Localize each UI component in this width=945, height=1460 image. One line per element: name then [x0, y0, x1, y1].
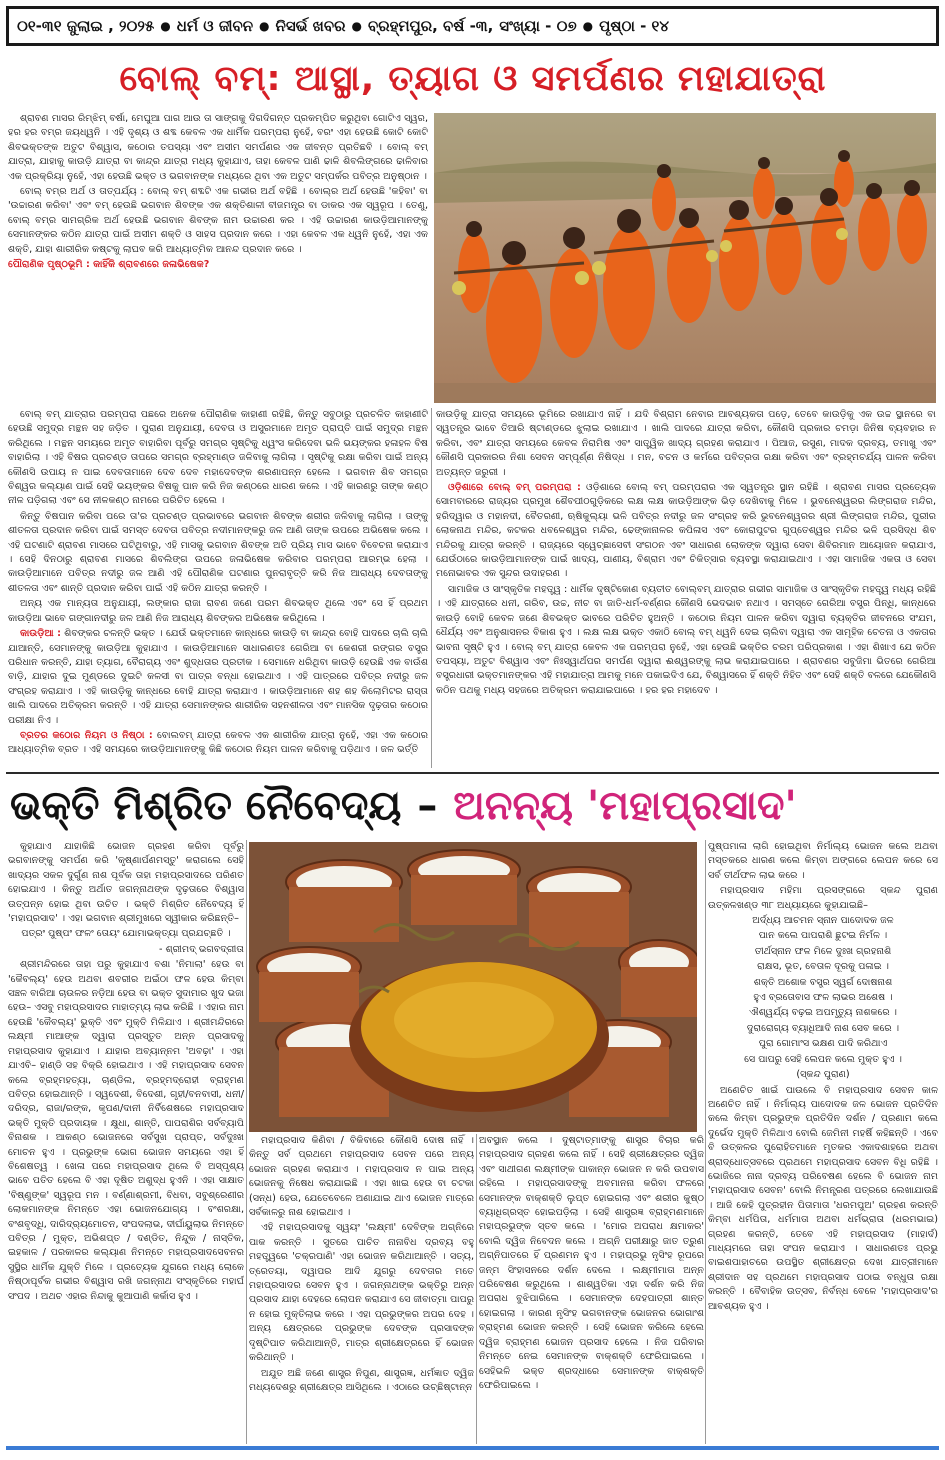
purana-verse-line: ପାନ କଲେ ପାପରାଶି ଛୁଟଇ ନିର୍ମଳ । — [758, 930, 888, 942]
bullet-icon: ● — [259, 19, 270, 33]
bullet-icon: ● — [160, 19, 171, 33]
gita-verse: ପତ୍ରଂ ପୁଷ୍ପଂ ଫଳଂ ତୋୟଂ ଯୋମାଭକ୍ତ୍ୟା ପ୍ରଯଚ୍ଛତି । — [21, 928, 231, 940]
article2-paragraph: ଶ୍ରୀମନ୍ଦିରରେ ତାହା ପରୁ କୁହାଯାଏ ବଶା 'ନିମାଲା' ହେଉ ବା 'କୈବଲ୍ୟ' ହେଉ ଅଥବା ଶବରୀର ଅଇଁଠା ଫଳ ହେଉ କିମ୍ବା ସଞ୍ଚଳ ବାରିଆ ଚାଉଳର ନଡ଼ିଆ ହେଉ ବା ଭକ୍ତ ସୁଦାମାର ଖୁଦ ଭଜା ହେଉ– ଏସବୁ ମହାପ୍ରସାଦର ମାହାତ୍ମ୍ୟ ଲାଭ କରିଛି । ଏହାର ନାମ ହେଉଛି 'କୈବଲ୍ୟ' ଭୁକ୍ତି ଏବଂ ମୁକ୍ତି ମିଳିଯାଏ । ଶ୍ରୀମନ୍ଦିରରେ ଲକ୍ଷ୍ମୀ ମାଆଙ୍କ ଦ୍ୱାରା ପ୍ରସ୍ତୁତ ଅନ୍ନ ପ୍ରସାଦକୁ ମହାପ୍ରସାଦ କୁହାଯାଏ । ଯାହାର ଅବ୍ୟାନ୍ନମ 'ଅବଢ଼ା' । ଏହା ଯାଏବି– ହାଣ୍ଡି ସହ ବିକ୍ରି ହୋଇଥାଏ । ଏହି ମହାପ୍ରସାଦ ସେବନ କଲେ ବ୍ରହ୍ମହତ୍ୟା, ଚାଣ୍ଡିଲ, ବ୍ରହ୍ମଦ୍ରୋହୀ ବ୍ରାହ୍ମଣ ପବିତ୍ର ହୋଇଥାନ୍ତି । ସ୍ୱଦେଶୀ, ବିଦେଶୀ, ଗୃହୀ/ବନବାସୀ, ଧନୀ/ଦରିଦ୍ର, ରାଜା/ରଙ୍କ, କୃପଣ/ଦାନୀ ନିର୍ବିଶେଷରେ ମହାପ୍ରସାଦ ଭକ୍ତି ମୁକ୍ତି ପ୍ରଦାୟକ । କ୍ଷୁଧା, ଶାନ୍ତି, ପାପରାଶିର ସର୍ବବ୍ୟାପି ବିନାଶକ । ଆକଣ୍ଠ ଭୋଜନରେ ସର୍ବସୁଖ ପ୍ରାପ୍ତ, ସର୍ବଦୁଃଖ ମୋଚନ ହୁଏ । ପ୍ରଭୁଙ୍କ ଭୋଗ ଭୋଜନ ସମୟରେ ଏହା ହିଁ ବିଶେଷତ୍ୱ । ଖେଳା ପରେ ମହାପ୍ରସାଦ ଥିଲେ ବି ଅସ୍ପୃଶ୍ୟ ଭାବେ ପତିତ ହେଲେ ବି ଏହା ଦୂଷିତ ଅଶୁଦ୍ଧ ହୁଏନି । ଏହା ସାକ୍ଷାତ 'ବିଷ୍ଣୁଙ୍କ' ସ୍ୱରୂପ ମନ । ବର୍ଣ୍ଣାଶ୍ରମୀ, ବିଧବା, ସବୁଶ୍ରେଣୀର ଲୋକମାନଙ୍କ ନିମନ୍ତେ ଏହା ଭୋଜନଯୋଗ୍ୟ । ବଂଶରକ୍ଷା, ବଂଶବୃଦ୍ଧି, ଦାରିଦ୍ର୍ୟମୋଚନ, ସଂପଦଲାଭ, ଦୀର୍ଘାୟୁଲାଭ ନିମନ୍ତେ ପବିତ୍ର / ମୁକ୍ତ, ଅଭିଶପ୍ତ / ଦଣ୍ଡିତ, ନିନ୍ଦୁକ / ନାସ୍ତିକ, ଇହକାଳ / ପରକାଳର କଲ୍ୟାଣ ନିମନ୍ତେ ମହାପ୍ରସାଦସେବନର ସୁସ୍ଥିର ଧାର୍ମିକ ଯୁକ୍ତି ମିଳେ । ପ୍ରତ୍ୟେକ ଯୁଗରେ ମଧ୍ୟ ଲୋକେ ନିଷ୍ଠାପୂର୍ବକ ଗଭୀର ବିଶ୍ୱାସ ରଖି ଜଗନ୍ନାଥ ସଂସ୍କୃତିରେ ମହାର୍ଘ ସଂପଦ । ଅଥଚ ଏହାର ନିନ୍ଦାକୁ କୁଆପାଣି କର୍କାସ ହୁଏ । — [8, 959, 244, 1302]
article2-paragraph: ପୁଷ୍ପମାଳା ଲାଗି ହୋଇଥିବା ନିର୍ମାଲ୍ୟ ଭୋଜନ କଲେ ଅଥବା ମସ୍ତକରେ ଧାରଣ କଲେ କିମ୍ବା ଅଙ୍ଗରେ ଲେପନ କରେ ସେ ସର୍ବ ତୀର୍ଥଫଳ ଲାଭ କରେ । — [708, 841, 938, 881]
purana-verse-line: ଶକ୍ତି ଅଶୋକ ବସ୍ତ୍ର ସ୍ୱର୍ଗ ଦୋଷନାଶ — [753, 976, 893, 988]
subheading-kaudia: କାଉଡ଼ିଆ : — [20, 628, 61, 640]
masthead-section: ଧର୍ମ ଓ ଜୀବନ — [176, 17, 254, 35]
article1-paragraph: ସାମାଜିକ ଓ ସାଂସ୍କୃତିକ ମହତ୍ତ୍ୱ : ଧାର୍ମିକ ଦୃଷ୍ଟିକୋଣ ବ୍ୟତୀତ ବୋଲ୍‌ବମ୍ ଯାତ୍ରାର ଗଭୀର ସାମାଜିକ ଓ ସାଂସ୍କୃତିକ ମହତ୍ତ୍ୱ ମଧ୍ୟ ରହିଛି । ଏହି ଯାତ୍ରାରେ ଧନୀ, ଗରିବ, ଉଚ୍ଚ, ନୀଚ ବା ଜାତି-ଧର୍ମ-ବର୍ଣ୍ଣର କୌଣସି ଭେଦଭାବ ନଥାଏ । ସମସ୍ତେ ଗେରିଆ ବସ୍ତ୍ର ପିନ୍ଧି, କାନ୍ଧରେ କାଉଡ଼ି ବୋହି କେବଳ ଜଣେ ଶିବଭକ୍ତ ଭାବରେ ପରିଚିତ ହୁଅନ୍ତି । କଠୋର ନିୟମ ପାଳନ କରିବା ଦ୍ୱାରା ବ୍ୟକ୍ତିର ଜୀବନରେ ସଂଯମ, ଧୈର୍ଯ୍ୟ ଏବଂ ଅନୁଶାସନର ବିକାଶ ହୁଏ । ଲକ୍ଷ ଲକ୍ଷ ଭକ୍ତ ଏକାଠି ବୋଲ୍ ବମ୍ ଧ୍ୱନି ଦେଇ ଚାଲିବା ଦ୍ୱାରା ଏକ ସାମୂହିକ ଚେତନା ଓ ଏକତାର ଭାବନା ସୃଷ୍ଟି ହୁଏ । ବୋଲ୍ ବମ୍ ଯାତ୍ରା କେବଳ ଏକ ପରମ୍ପରା ନୁହେଁ, ଏହା ହେଉଛି ଭକ୍ତିର ଚରମ ପରିପ୍ରକାଶ । ଏହା ଶିଖାଏ ଯେ କଠିନ ତପସ୍ୟା, ଅତୁଟ ବିଶ୍ୱାସ ଏବଂ ନିଃସ୍ୱାର୍ଥପର ସମର୍ପଣ ଦ୍ୱାରା ଈଶ୍ୱରଙ୍କୁ ଲାଭ କରାଯାଇପାରେ । ଶ୍ରାବଣର ସବୁଜିମା ଭିତରେ ଗେରିଆ ବସ୍ତ୍ରଧାରୀ ଭକ୍ତମାନଙ୍କର ଏହି ମହାଯାତ୍ରା ଆମକୁ ମନେ ପକାଇଦିଏ ଯେ, ବିଶ୍ୱାସରେ ହିଁ ଶକ୍ତି ନିହିତ ଏବଂ ସେହି ଶକ୍ତି ବଳରେ ଯେକୌଣସି କଠିନ ପଥକୁ ମଧ୍ୟ ସହଜରେ ଅତିକ୍ରମ କରାଯାଇପାରେ । ହର ହର ମହାଦେବ । — [436, 583, 936, 696]
article1-column-right — [436, 408, 936, 768]
masthead — [6, 6, 939, 46]
purana-verse-line: ଐଶ୍ୱର୍ଯ୍ୟ ବଢ଼ଇ ଅପମୃତ୍ୟୁ ନାଶକରେ । — [748, 1007, 898, 1019]
purana-verse-line: ଅର୍ଦ୍ଧ୍ୟ ଆଚମନ ସ୍ନାନ ପାଦୋଦକ ଜଳ — [752, 915, 894, 927]
article2-paragraph: ଅବସ୍ଥାନ କଲେ । ଦୁଷ୍ଟାତ୍ମାଙ୍କୁ ଶାସ୍ତ୍ର ବିଚାର କରି ମହାପ୍ରସାଦ ଗ୍ରହଣ କଲେ ନାହିଁ । ସେହି ଶ୍ରୀକ୍ଷେତ୍ରର ଦ୍ୱିଜ ଏବଂ ସାଥୀଗଣ ଲକ୍ଷ୍ମୀଙ୍କ ପାକାନ୍ନ ଭୋଜନ ନ କରି ଉପବାସ ରହିଲେ । ମହାପ୍ରସାଦଙ୍କୁ ଅବମାନନା କରିବା ଫଳରେ ସେମାନଙ୍କ ବାକ୍‌ଶକ୍ତି ଲୁପ୍ତ ହୋଇଗଲା ଏବଂ ଶରୀର କୁଷ୍ଠ ବ୍ୟାଧିଗ୍ରସ୍ତ ହୋଇପଡ଼ିଲା । ସେହି ଶାସ୍ତ୍ରଜ୍ଞ ବ୍ରାହ୍ମଣମାନେ ମହାପ୍ରଭୁଙ୍କ ସ୍ତବ କଲେ । 'ମୋର ଅପରାଧ କ୍ଷମାକର' ବୋଲି ଦ୍ୱିଜ ନିବେଦନ କଲେ । ଅଗ୍ନି ପରୀକ୍ଷାରୁ ଜାତ ତ୍ରୁଣ ଅଗ୍ନିପାତରେ ହିଁ ପ୍ରଣମନ ହୁଏ । ମହାପ୍ରଭୁ ନୃସିଂହ ରୂପରେ ଜନ୍ମ ସିଂହାସନରେ ଦର୍ଶନ ଦେଲେ । ଲକ୍ଷ୍ମୀମାତା ଅନ୍ନ ପରିବେଷଣ କରୁଥିଲେ । ଶାଶ୍ୱତିକା ଏହା ଦର୍ଶନ କରି ନିଜ ଅପରାଧ ବୁଝିପାରିଲେ । ସେମାନଙ୍କ ଦେହପାତ୍ରୀ ଶାନ୍ତ ହୋଇଗଲା । କାରଣ ନୃସିଂହ ଭଗବାନଙ୍କ ଭୋଜନର ଭୋଗାଂଶ ବ୍ରାହ୍ମଣ ଭୋଜନ କରନ୍ତି । ସେହି ଭୋଜନ କରିଲେ ହେଲେ ଦ୍ୱିଜ ବ୍ରାହ୍ମଣ ଭୋଜନ ପ୍ରସାଦ ହେଲେ । ନିଜ ପରିବାର ନିମନ୍ତେ ନେଇ ସେମାନଙ୍କ ବାକ୍‌ଶକ୍ତି ଫେରିପାଇଲେ । ସେହିଭଳି ଭକ୍ତ ଶ୍ରଦ୍ଧାରେ ସେମାନଙ୍କ ବାକ୍‌ଶକ୍ତି ଫେରିପାଇଲେ । — [479, 1135, 704, 1391]
section-divider — [6, 772, 939, 774]
article1-paragraph: କାଉଡ଼ିକୁ ଯାତ୍ରା ସମୟରେ ଭୂମିରେ ରଖାଯାଏ ନାହିଁ । ଯଦି ବିଶ୍ରାମ ନେବାର ଆବଶ୍ୟକତା ପଡ଼େ, ତେବେ କାଉଡ଼ିକୁ ଏକ ଉଚ୍ଚ ସ୍ଥାନରେ ବା ସ୍ୱତନ୍ତ୍ର ଭାବେ ତିଆରି ଷ୍ଟାଣ୍ଡରେ ଝୁଲାଇ ରଖାଯାଏ । ଖାଲି ପାଦରେ ଯାତ୍ରା କରିବା, କୌଣସି ପ୍ରକାର ଚମଡ଼ା ଜିନିଷ ବ୍ୟବହାର ନ କରିବା, ଏବଂ ଯାତ୍ରା ସମୟରେ କେବଳ ନିରାମିଷ ଏବଂ ସାତ୍ତ୍ୱିକ ଖାଦ୍ୟ ଗ୍ରହଣ କରାଯାଏ । ପିଆଜ, ରସୁଣ, ମାଦକ ଦ୍ରବ୍ୟ, ତମାଖୁ ଏବଂ କୌଣସି ପ୍ରକାରର ନିଶା ସେବନ ସମ୍ପୂର୍ଣ୍ଣ ନିଷିଦ୍ଧ । ମନ, ବଚନ ଓ କର୍ମରେ ପବିତ୍ରତା ରକ୍ଷା କରିବା ଏବଂ ବ୍ରହ୍ମଚର୍ଯ୍ୟ ପାଳନ କରିବା ଅତ୍ୟନ୍ତ ଜରୁରୀ । — [436, 409, 936, 478]
column-divider — [476, 1134, 477, 1444]
article2-column-3 — [479, 1134, 704, 1444]
kanwar-pilgrims-photo — [434, 113, 936, 403]
article1-column-left-lower — [8, 408, 428, 768]
column-divider — [246, 840, 247, 1444]
bullet-icon: ● — [582, 19, 594, 33]
article1-paragraph: ବୋଲ୍ ବମ୍‌ର ଅର୍ଥ ଓ ତାତ୍ପର୍ଯ୍ୟ : ବୋଲ୍ ବମ୍ ଶବ୍ଦଟି ଏକ ଗଭୀର ଅର୍ଥ ବହିଛି । ବୋଲ୍‌ର ଅର୍ଥ ହେଉଛି 'କହିବା' ବା 'ଉଚ୍ଚାରଣ କରିବା' ଏବଂ ବମ୍ ହେଉଛି ଭଗବାନ ଶିବଙ୍କ ଏକ ଶକ୍ତିଶାଳୀ ବୀଜମନ୍ତ୍ର ବା ଡାକର ଏକ ସ୍ୱରୂପ । ତେଣୁ, ବୋଲ୍ ବମ୍‌ର ସାମଗ୍ରିକ ଅର୍ଥ ହେଉଛି ଭଗବାନ ଶିବଙ୍କ ନାମ ଉଚ୍ଚାରଣ କର । ଏହି ଉଚ୍ଚାରଣ କାଉଡ଼ିଆମାନଙ୍କୁ ସେମାନଙ୍କର କଠିନ ଯାତ୍ରା ପାଇଁ ଅସୀମ ଶକ୍ତି ଓ ସାହସ ପ୍ରଦାନ କରେ । ଏହା କେବଳ ଏକ ଧ୍ୱନି ନୁହେଁ, ଏହା ଏକ ଶକ୍ତି, ଯାହା ଶାରୀରିକ କଷ୍ଟକୁ ଲାଘବ କରି ଆଧ୍ୟାତ୍ମିକ ଆନନ୍ଦ ପ୍ରଦାନ କରେ । — [8, 186, 428, 255]
article2-column-2 — [249, 1134, 474, 1444]
masthead-place-year: ବ୍ରହ୍ମପୁର, ବର୍ଷ -୩, — [367, 17, 494, 35]
article2-paragraph: ଅଯୁତ ଅଛି ଜଣେ ଶାସ୍ତ୍ର ନିପୁଣ, ଶାସ୍ତ୍ରଜ୍ଞ, ଧର୍ମଜ୍ଞାତ ଦ୍ୱିଜ ମଧ୍ୟଦେଶରୁ ଶ୍ରୀକ୍ଷେତ୍ର ଆସିଥିଲେ । ଏଠାରେ ଉଚ୍ଛିଷ୍ଟାନ୍ନ — [249, 1367, 474, 1393]
bottom-rule — [6, 1446, 939, 1450]
article2-column-4 — [708, 840, 938, 1444]
gita-verse-source: - ଶ୍ରୀମଦ୍ ଭଗବଦ୍‌ଗୀତା — [159, 943, 244, 955]
article2-paragraph: ଏହି ମହାପ୍ରସାଦକୁ ସ୍ୱୟଂ 'ଲକ୍ଷ୍ମୀ' ଦେବିଙ୍କ ଅଗ୍ନିରେ ପାକ କରନ୍ତି । ସୁତରେ ପାଚିତ ନାନାବିଧ ଦ୍ରବ୍ୟ ବହୁ ମହତ୍ତ୍ୱରେ 'ଚକ୍ରପାଣି' ଏହା ଭୋଜନ କରିଥାଆନ୍ତି । ସତ୍ୟ, ତ୍ରେତୟା, ଦ୍ୱାପର ଆଦି ଯୁଗରୁ ଦେବତାର ମତେ ମହାପ୍ରସାଦର ସେବନ ହୁଏ । ଜଗନ୍ନାଥଙ୍କ ଭକ୍ତିରୁ ଅନ୍ନ ପ୍ରସାଦ ଯାହା ଦେହରେ ଲୋପନ କରାଯାଏ ସେ ଜୀବାତ୍ମା ପାପରୁ ନ ହୋଇ ମୁକ୍ତିଲାଭ କରେ । ଏହା ପ୍ରଭୁଙ୍କର ଅପର ଦେହ । ଅନ୍ୟ କ୍ଷେତ୍ରରେ ପ୍ରଭୁଙ୍କ ଦେବଙ୍କ ପ୍ରସାଦଙ୍କ ଦୃଷ୍ଟିପାତ କରିଥାଆନ୍ତି, ମାତ୍ର ଶ୍ରୀକ୍ଷେତ୍ରରେ ହିଁ ଭୋଜନ କରିଥାନ୍ତି । — [249, 1222, 474, 1364]
mahaprasad-pots-photo — [249, 842, 697, 1132]
article1-paragraph: ବୋଲ୍ ବମ୍ ଯାତ୍ରାର ପରମ୍ପରା ପଛରେ ଅନେକ ପୌରାଣିକ କାହାଣୀ ରହିଛି, କିନ୍ତୁ ସବୁଠାରୁ ପ୍ରଚଳିତ କାହାଣୀଟି ହେଉଛି ସମୁଦ୍ର ମନ୍ଥନ ସହ ଜଡ଼ିତ । ପୁରାଣ ଅନୁଯାୟୀ, ଦେବତା ଓ ଅସୁରମାନେ ଅମୃତ ପ୍ରାପ୍ତି ପାଇଁ ସମୁଦ୍ର ମନ୍ଥନ କରିଥିଲେ । ମନ୍ଥନ ସମୟରେ ଅମୃତ ବାହାରିବା ପୂର୍ବରୁ ସମଗ୍ର ସୃଷ୍ଟିକୁ ଧ୍ୱଂସ କରିଦେବା ଭଳି ଭୟଙ୍କର ହଳାହଳ ବିଷ ବାହାରିଲା । ଏହି ବିଷର ପ୍ରଚଣ୍ଡ ତାପରେ ସମଗ୍ର ବ୍ରହ୍ମାଣ୍ଡ ଜଳିବାକୁ ଲାଗିଲା । ସୃଷ୍ଟିକୁ ରକ୍ଷା କରିବା ପାଇଁ ଅନ୍ୟ କୌଣସି ଉପାୟ ନ ପାଇ ଦେବତାମାନେ ଦେବ ଦେବ ମହାଦେବଙ୍କ ଶରଣାପନ୍ନ ହେଲେ । ଭଗବାନ ଶିବ ସମଗ୍ର ବିଶ୍ୱର କଲ୍ୟାଣ ପାଇଁ ସେହି ଭୟଙ୍କର ବିଷକୁ ପାନ କରି ନିଜ କଣ୍ଠରେ ଧାରଣ କଲେ । ଏହି କାରଣରୁ ତାଙ୍କ କଣ୍ଠ ନୀଳ ପଡ଼ିଗଲା ଏବଂ ସେ ନୀଳକଣ୍ଠ ନାମରେ ପରିଚିତ ହେଲେ । — [8, 409, 428, 507]
column-divider — [705, 840, 706, 1444]
article1-paragraph: ଅନ୍ୟ ଏକ ମାନ୍ୟତା ଅନୁଯାୟୀ, ଲଙ୍କାର ରାଜା ରାବଣ ଜଣେ ପରମ ଶିବଭକ୍ତ ଥିଲେ ଏବଂ ସେ ହିଁ ପ୍ରଥମ କାଉଡ଼ିଆ ଭାବେ ଗଙ୍ଗାନଦୀରୁ ଜଳ ଆଣି ନିଜ ଆରାଧ୍ୟ ଶିବଙ୍କର ଅଭିଷେକ କରିଥିଲେ । — [8, 598, 428, 624]
purana-verse-line: ହୁଏ ବ୍ରତୋବାସ ଫଳ ଲାଭର ଅଶେଷ । — [753, 992, 893, 1004]
subheading-odisha: ଓଡ଼ିଶାରେ ବୋଲ୍ ବମ୍ ପରମ୍ପରା : — [448, 482, 581, 494]
masthead-issue: ସଂଖ୍ୟା - ୦୭ — [499, 17, 577, 35]
article2-headline-dash: – — [417, 783, 438, 829]
article2-headline-part1: ଭକ୍ତି ମିଶ୍ରିତ ନୈବେଦ୍ୟ — [10, 783, 402, 829]
purana-verse-line: ଦୁରାରୋଗ୍ୟ ବ୍ୟାଧିଆଦି ନାଶ ସେବ କରେ । — [746, 1022, 900, 1034]
masthead-date: ୦୧-୩୧ ଜୁଲାଇ , ୨୦୨୫ — [17, 17, 155, 35]
article2-headline-part2: ଅନନ୍ୟ 'ମହାପ୍ରସାଦ' — [453, 783, 797, 829]
article2-paragraph: ମହାପ୍ରସାଦ କିଣିବା / ବିକିବାରେ କୌଣସି ଦୋଷ ନାହିଁ । କିନ୍ତୁ ସର୍ବ ପ୍ରଥମେ ମହାପ୍ରସାଦ ସେବନ ପରେ ଅନ୍ୟ ଭୋଜନ ଗ୍ରହଣ କରାଯାଏ । ମହାପ୍ରସାଦ ନ ପାଇ ଅନ୍ୟ ଭୋଜନକୁ ନିଷେଧ କରାଯାଇଛି । ଏହା ଖାଇ ହେଉ ବା ଚଟକା (ସନ୍ଧ) ହେଉ, ଯେତେବେଳେ ଅଣାଯାଇ ଥାଏ ଭୋଜନ ମାତ୍ରେ ସର୍ବକାଳରୁ ନାଶ ହୋଇଥାଏ । — [249, 1135, 474, 1219]
subheading-vrat: ବ୍ରତର କଠୋର ନିୟମ ଓ ନିଷ୍ଠା : — [20, 729, 153, 741]
masthead-paper: ନିସର୍ଭ ଖବର — [275, 17, 346, 35]
article2-paragraph: ଅଣେଚିତ ଖାଇଁ ପାଉଲେ ବି ମହାପ୍ରସାଦ ସେବନ କାଳ ଅଣେଚିତ ନାହିଁ । ନିର୍ମାଲ୍ୟ ପାଦୋଦକ ଜଳ ଭୋଜନ ପ୍ରତିଦିନ କଲେ କିମ୍ବା ପ୍ରଭୁଙ୍କ ପ୍ରତିଦିନ ଦର୍ଶନ / ପ୍ରଣାମ କଲେ ଦୁର୍ଭେଦ ମୁକ୍ତି ମିଳିଥାଏ ବୋଲି ଜେମିନୀ ମହର୍ଷି କହିଛନ୍ତି । ଏବେ ବି ଉତ୍କଳର ପୁରୋହିତମାନେ ମୃତକର ଏକାଦଶାହରେ ଅଥବା ଶ୍ରାଦ୍ଧୋତ୍ସବରେ ପ୍ରଥମେ ମହାପ୍ରସାଦ ସେବନ ବିଧି ରହିଛି । ଭୋଜିରେ ନାନା ଦ୍ରବ୍ୟ ପରିବେଷଣ ହେଲେ ବି ଭୋଜନ ନାମ 'ମହାପ୍ରସାଦ ସେବନ' ବୋଲି ନିମନ୍ତ୍ରଣ ପତ୍ରରେ ଲେଖାଯାଉଛି । ଆଜି କେହି ପୁତ୍ରହୀନ ପିତାମାତା 'ଧରମପୁଅ' ଗ୍ରହଣ କରନ୍ତି କିମ୍ବା ଧର୍ମପିତା, ଧର୍ମମାତା ଅଥବା ଧର୍ମଭ୍ରାତା (ଧରମଭାଇ) ଗ୍ରହଣ କରନ୍ତି, ତେବେ ଏହି ମହାପ୍ରସାଦ (ମାହାର୍ଦ) ମାଧ୍ୟମରେ ତାହା ସଂପନ କରାଯାଏ । ସାଧାରଣତଃ ପ୍ରଭୁ ବାଇଶପାହାଚରେ ଉପସ୍ଥିତ ଶ୍ରୀକ୍ଷେତ୍ର ଦେଖ ଯାତ୍ରୀମାନେ ଶ୍ରୀଦାନ ସହ ପ୍ରଥମେ ମହାପ୍ରସାଦ ପଠାଇ ବନ୍ଧୁତା ରକ୍ଷା କରନ୍ତି । ବୈବାହିକ ଉତ୍ସବ, ନିର୍ବନ୍ଧ ବେଳେ 'ମହାପ୍ରସାଦ'ର ଆବଶ୍ୟକ ହୁଏ । — [708, 1084, 938, 1312]
purana-verse-line: ତୀର୍ଥସ୍ନାନ ଫଳ ମିଳେ ଦୁଃଖ ଗ୍ରହନାଶି — [754, 945, 892, 957]
article2-column-1 — [8, 840, 244, 1444]
masthead-page: ପୃଷ୍ଠା - ୧୪ — [599, 17, 669, 35]
bullet-icon: ● — [351, 19, 362, 33]
purana-verse-line: ପୁରା ଗୋମାଂସ ଭକ୍ଷଣ ପାଦି କରିଥାଏ — [758, 1038, 888, 1050]
column-divider — [431, 408, 432, 768]
purana-verse-line: ସେ ପାପରୁ ସେହି ଲେପନ କଲେ ମୁକ୍ତ ହୁଏ । — [744, 1053, 902, 1065]
article2-paragraph: କୁହାଯାଏ ଯାହାକିଛି ଭୋଜନ ଗ୍ରହଣ କରିବା ପୂର୍ବରୁ ଭଗବାନଙ୍କୁ ସମର୍ପଣ କରି 'କୃଷ୍ଣାର୍ପଣମସ୍ତୁ' କରାଗଲେ ସେହି ଖାଦ୍ୟର ସକଳ ଦୁର୍ଗୁଣ ନାଶ ପୂର୍ବକ ତାହା ମହାପ୍ରସାଦରେ ପରିଣତ ହୋଇଯାଏ । କିନ୍ତୁ ଅର୍ଥାତ ଜଗନ୍ନାଥଙ୍କ ଦୃଢ଼ତାରେ ବିଶ୍ୱାସ ଉତ୍ପନ୍ନ ହୋଇ ଥିବା ଉଚିତ । ଭକ୍ତି ମିଶ୍ରିତ ନୈବେଦ୍ୟ ହିଁ 'ମହାପ୍ରସାଦ' । ଏହା ଭଗବାନ ଶ୍ରୀମୁଖରେ ସ୍ୱୀକାର କରିଛନ୍ତି– — [8, 841, 244, 925]
subheading-mythology: ପୌରାଣିକ ପୃଷ୍ଠଭୂମି : କାହିଁକି ଶ୍ରାବଣରେ ଜଳାଭିଷେକ? — [8, 259, 210, 271]
kaudia-text: ଶିବଙ୍କର ଚଳନ୍ତି ଭକ୍ତ । ଯେଉଁ ଭକ୍ତମାନେ କାନ୍ଧରେ କାଉଡ଼ି ବା କାନ୍ଦ୍ର ବୋହି ପାଦରେ ଚାଲି ଚାଲି ଯାଆନ୍ତି, ସେମାନଙ୍କୁ କାଉଡ଼ିଆ କୁହାଯାଏ । କାଉଡ଼ିଆମାନେ ସାଧାରଣତଃ ଗେରିଆ ବା କେଶରୀ ରଙ୍ଗର ବସ୍ତ୍ର ପରିଧାନ କରନ୍ତି, ଯାହା ତ୍ୟାଗ, ବୈରାଗ୍ୟ ଏବଂ ଶୁଦ୍ଧତାର ପ୍ରତୀକ । ସେମାନେ ଧରିଥିବା କାଉଡ଼ି ହେଉଛି ଏକ ବାଉଁଶ ବାଡ଼ି, ଯାହାର ଦୁଇ ମୁଣ୍ଡରେ ଦୁଇଟି କଳସୀ ବା ପାତ୍ର ବନ୍ଧା ହୋଇଥାଏ । ଏହି ପାତ୍ରରେ ପବିତ୍ର ନଦୀରୁ ଜଳ ସଂଗ୍ରହ କରାଯାଏ । ଏହି କାଉଡ଼ିକୁ କାନ୍ଧରେ ବୋହି ଯାତ୍ରା କରାଯାଏ । କାଉଡ଼ିଆମାନେ ଶହ ଶହ କିଲୋମିଟର ରାସ୍ତା ଖାଲି ପାଦରେ ଅତିକ୍ରମ କରନ୍ତି । ଏହି ଯାତ୍ରା ସେମାନଙ୍କର ଶାରୀରିକ ସହନଶୀଳତା ଏବଂ ମାନସିକ ଦୃଢ଼ତାର କଠୋର ପରୀକ୍ଷା ନିଏ । — [8, 628, 428, 726]
purana-verse-source: (ସ୍କନ୍ଦ ପୁରାଣ) — [796, 1069, 850, 1081]
odisha-text: ଓଡ଼ିଶାରେ ବୋଲ୍ ବମ୍ ପରମ୍ପରାର ଏକ ସ୍ୱତନ୍ତ୍ର ସ୍ଥାନ ରହିଛି । ଶ୍ରାବଣ ମାସର ପ୍ରତ୍ୟେକ ସୋମବାରରେ ରାଜ୍ୟର ପ୍ରମୁଖ ଶୈବପୀଠଗୁଡ଼ିକରେ ଲକ୍ଷ ଲକ୍ଷ କାଉଡ଼ିଆଙ୍କ ଭିଡ଼ ଦେଖିବାକୁ ମିଳେ । ଭୁବନେଶ୍ୱରର ଲିଙ୍ଗରାଜ ମନ୍ଦିର, ହରିଦ୍ୱାର ଓ ମହାନଦୀ, ବୈତରଣୀ, ଋଷିକୁଲ୍ୟା ଭଳି ପବିତ୍ର ନଦୀରୁ ଜଳ ସଂଗ୍ରହ କରି ଭୁବନେଶ୍ୱରର ଶ୍ରୀ ଲିଙ୍ଗରାଜ ମନ୍ଦିର, ପୁରୀର ଲୋକନାଥ ମନ୍ଦିର, କଟକର ଧବଳେଶ୍ୱର ମନ୍ଦିର, ଢେଙ୍କାନାଳର କପିଳାସ ଏବଂ କୋରାପୁଟର ଗୁପ୍ତେଶ୍ୱର ମନ୍ଦିର ଭଳି ପ୍ରସିଦ୍ଧ ଶିବ ମନ୍ଦିରକୁ ଯାତ୍ରା କରନ୍ତି । ରାଜ୍ୟରେ ସ୍ୱେଚ୍ଛାସେବୀ ସଂଗଠନ ଏବଂ ସାଧାରଣ ଲୋକଙ୍କ ଦ୍ୱାରା ସେବା ଶିବିରମାନ ଆୟୋଜନ କରାଯାଏ, ଯେଉଁଠାରେ କାଉଡ଼ିଆମାନଙ୍କ ପାଇଁ ଖାଦ୍ୟ, ପାଣୀୟ, ବିଶ୍ରାମ ଏବଂ ଚିକିତ୍ସାର ବ୍ୟବସ୍ଥା କରାଯାଇଥାଏ । ଏହା ସାମାଜିକ ଏକତା ଓ ସେବା ମନୋଭାବର ଏକ ସୁନ୍ଦର ଉଦାହରଣ । — [436, 482, 936, 580]
article1-paragraph: ଶ୍ରାବଣ ମାସର ରିମ୍‌ଝିମ୍ ବର୍ଷା, ମେଘୁଆ ପାଗ ଆଉ ତା ସାଙ୍ଗକୁ ଦିଗଦିଗନ୍ତ ପ୍ରକମ୍ପିତ କରୁଥିବା ଗୋଟିଏ ସ୍ୱର, ହର ହର ବମ୍‌ର ଜୟଧ୍ୱନି । ଏହି ଦୃଶ୍ୟ ଓ ଶବ୍ଦ କେବଳ ଏକ ଧାର୍ମିକ ପରମ୍ପରା ନୁହେଁ, ବରଂ ଏହା ହେଉଛି କୋଟି କୋଟି ଶିବଭକ୍ତଙ୍କ ଅତୁଟ ବିଶ୍ୱାସ, କଠୋର ତପସ୍ୟା ଏବଂ ଅସୀମ ସମର୍ପଣର ଏକ ଜୀବନ୍ତ ପ୍ରତିଛବି । ବୋଲ୍ ବମ୍ ଯାତ୍ରା, ଯାହାକୁ କାଉଡ଼ି ଯାତ୍ରା ବା କାନ୍ଦ୍ର ଯାତ୍ରା ମଧ୍ୟ କୁହାଯାଏ, ତାହା କେବଳ ପାଣି ଢାଳି ଶିବଲିଙ୍ଗରେ ଢାଳିବାର ଏକ ପ୍ରକ୍ରିୟା ନୁହେଁ, ଏହା ହେଉଛି ଭକ୍ତ ଓ ଭଗବାନଙ୍କ ମଧ୍ୟରେ ଥିବା ଏକ ଅତୁଟ ସମ୍ପର୍କର ପବିତ୍ର ଅନୁଷ୍ଠାନ । — [8, 113, 428, 182]
article2-headline — [10, 778, 940, 834]
article1-column-left — [8, 112, 428, 406]
article1-paragraph: କିନ୍ତୁ ବିଷପାନ କରିବା ପରେ ତା'ର ପ୍ରଚଣ୍ଡ ପ୍ରଭାବରେ ଭଗବାନ ଶିବଙ୍କ ଶରୀର ଜଳିବାକୁ ଲାଗିଲା । ତାଙ୍କୁ ଶୀତଳତା ପ୍ରଦାନ କରିବା ପାଇଁ ସମସ୍ତ ଦେବତା ପବିତ୍ର ନଦୀମାନଙ୍କରୁ ଜଳ ଆଣି ତାଙ୍କ ଉପରେ ଅଭିଷେକ କଲେ । ଏହି ଘଟଣାଟି ଶ୍ରାବଣ ମାସରେ ଘଟିଥିବାରୁ, ଏହି ମାସକୁ ଭଗବାନ ଶିବଙ୍କ ଅତି ପ୍ରିୟ ମାସ ଭାବେ ବିବେଚନା କରାଯାଏ । ସେହି ଦିନଠାରୁ ଶ୍ରାବଣ ମାସରେ ଶିବଲିଙ୍ଗ ଉପରେ ଜଳାଭିଷେକ କରିବାର ପରମ୍ପରା ଆରମ୍ଭ ହେଲା । କାଉଡ଼ିଆମାନେ ପବିତ୍ର ନଦୀରୁ ଜଳ ଆଣି ଏହି ପୌରାଣିକ ଘଟଣାର ପୁନରାବୃତ୍ତି କରି ନିଜ ଆରାଧ୍ୟ ଦେବତାଙ୍କୁ ଶୀତଳତା ଏବଂ ଶାନ୍ତି ପ୍ରଦାନ କରିବା ପାଇଁ ଏହି କଠିନ ଯାତ୍ରା କରନ୍ତି । — [8, 510, 428, 594]
article2-paragraph: ମହାପ୍ରସାଦ ମହିମା ପ୍ରସଙ୍ଗରେ ସ୍କନ୍ଦ ପୁରାଣ ଉତ୍କଳଖଣ୍ଡ ୩୮ ଅଧ୍ୟାୟରେ କୁହାଯାଇଛି– — [708, 885, 938, 911]
vrat-text: ବୋଲବମ୍ ଯାତ୍ରା କେବଳ ଏକ ଶାରୀରିକ ଯାତ୍ରା ନୁହେଁ, ଏହା ଏକ କଠୋର ଆଧ୍ୟାତ୍ମିକ ବ୍ରତ । ଏହି ସମୟରେ କାଉଡ଼ିଆମାନଙ୍କୁ କିଛି କଠୋର ନିୟମ ପାଳନ କରିବାକୁ ପଡ଼ିଥାଏ । ଜଳ ଭର୍ତ୍ତି — [8, 729, 428, 756]
article1-headline: ବୋଲ୍ ବମ୍: ଆସ୍ଥା, ତ୍ୟାଗ ଓ ସମର୍ପଣର ମହାଯାତ୍ରା — [119, 59, 827, 99]
purana-verse-line: ରାକ୍ଷସ, ଭୂତ, ବେତାଳ ଦୂରକୁ ପଳାଇ । — [757, 961, 889, 973]
